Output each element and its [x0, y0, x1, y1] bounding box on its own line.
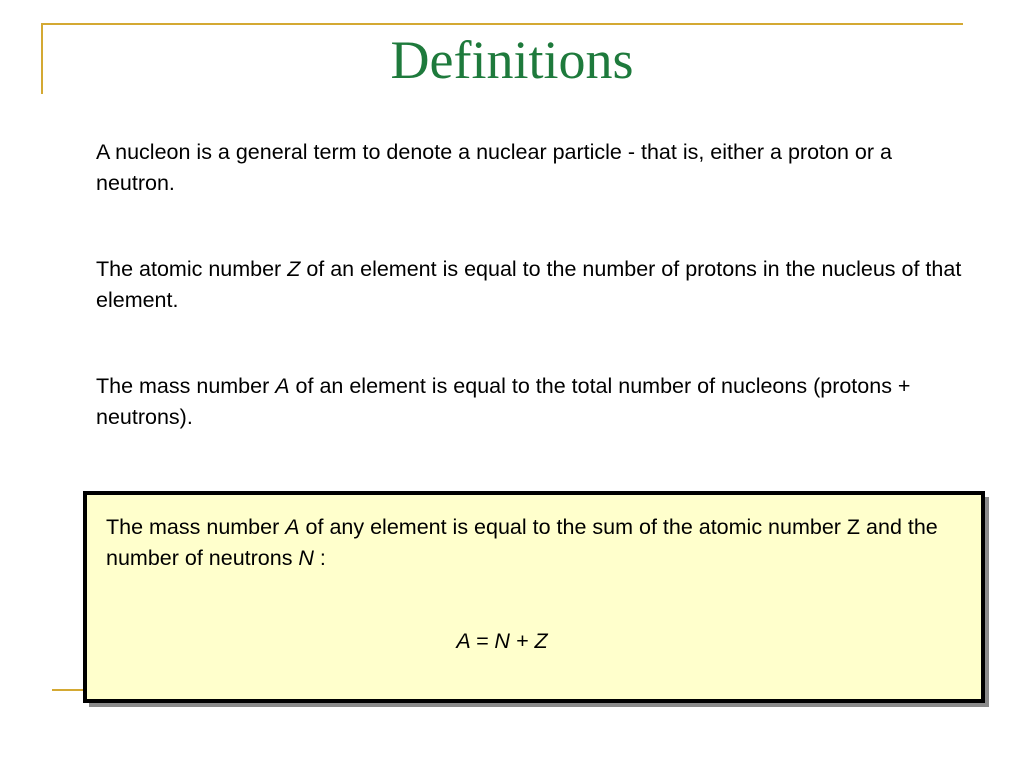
atomic-number-text-end: of an element is equal to the number of protons in the nucleus of that element. — [96, 257, 962, 312]
mass-number-equation: A = N + Z — [456, 629, 548, 653]
box-symbol-a: A — [285, 515, 300, 539]
nucleon-definition — [96, 137, 976, 199]
box-text-start: The mass number — [106, 515, 286, 539]
mass-number-text-end: of an element is equal to the total number of nucleons (protons + neutrons). — [96, 374, 911, 429]
atomic-number-text-start: The atomic number — [96, 257, 288, 281]
mass-number-text-start: The mass number — [96, 374, 276, 398]
nucleon-definition-text: A nucleon is a general term to denote a nuclear particle - that is, either a proton or a neutron. — [96, 140, 892, 195]
frame-accent-top-line — [41, 23, 963, 25]
mass-number-definition — [96, 371, 976, 433]
box-text-end: : — [313, 546, 326, 570]
slide-title: Definitions — [390, 30, 634, 90]
atomic-number-symbol: Z — [287, 257, 301, 281]
box-text-middle: of any element is equal to the sum of the atomic number Z and the number of neutrons — [106, 515, 938, 570]
highlight-box-text — [106, 512, 946, 574]
atomic-number-definition — [96, 254, 976, 316]
box-symbol-n: N — [298, 546, 314, 570]
highlight-box — [83, 491, 985, 703]
mass-number-symbol: A — [275, 374, 290, 398]
